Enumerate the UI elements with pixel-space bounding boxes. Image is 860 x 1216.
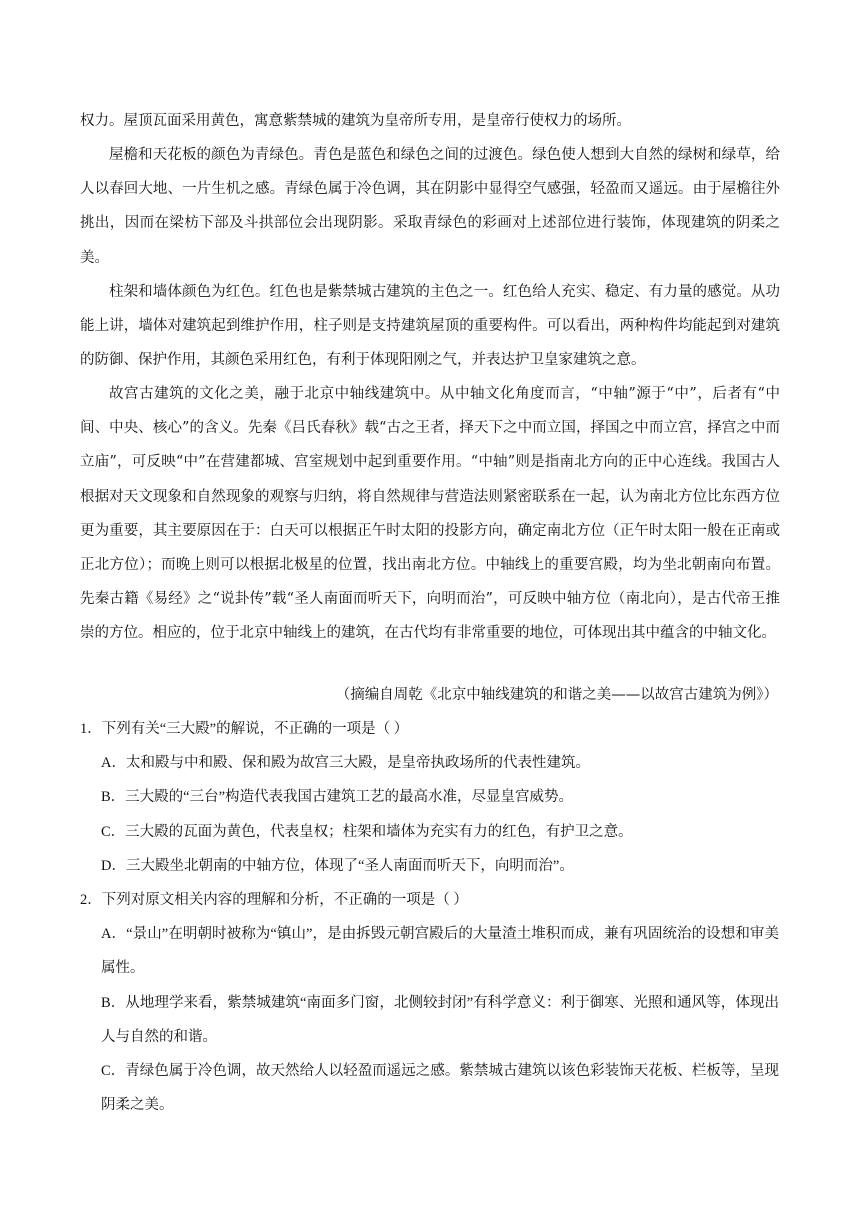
passage-paragraph-4: 故宫古建筑的文化之美，融于北京中轴线建筑中。从中轴文化角度而言，“中轴”源于“中”，后者有“中间、中央、核心”的含义。先秦《吕氏春秋》载“古之王者，择天下之中而立国，择国之中而立宫，择宫之中而立庙”，可反映“中”在营建都城、宫室规划中起到重要作用。“中轴”则是指南北方向的正中心连线。我国古人根据对天文现象和自然现象的观察与归纳，将自然规律与营造法则紧密联系在一起，认为南北方位比东西方位更为重要，其主要原因在于：白天可以根据正午时太阳的投影方向，确定南北方位（正午时太阳一般在正南或正北方位）；而晚上则可以根据北极星的位置，找出南北方位。中轴线上的重要宫殿，均为坐北朝南向布置。先秦古籍《易经》之“说卦传”载“圣人南面而听天下，向明而治”，可反映中轴方位（南北向），是古代帝王推崇的方位。相应的，位于北京中轴线上的建筑，在古代均有非常重要的地位，可体现出其中蕴含的中轴文化。 (80, 386, 780, 642)
question-1-option-b: B．三大殿的“三台”构造代表我国古建筑工艺的最高水准，尽显皇宫威势。 (101, 789, 574, 805)
passage-paragraph-2: 屋檐和天花板的颜色为青绿色。青色是蓝色和绿色之间的过渡色。绿色使人想到大自然的绿树和绿草，给人以春回大地、一片生机之感。青绿色属于冷色调，其在阴影中显得空气感强，轻盈而又遥远。由于屋檐往外挑出，因而在梁枋下部及斗拱部位会出现阴影。采取青绿色的彩画对上述部位进行装饰，体现建筑的阴柔之美。 (80, 147, 780, 266)
question-2-option-a: A．“景山”在明朝时被称为“镇山”，是由拆毁元朝宫殿后的大量渣土堆积而成，兼有巩固统治的设想和审美属性。 (101, 926, 779, 977)
passage-paragraph-3: 柱架和墙体颜色为红色。红色也是紫禁城古建筑的主色之一。红色给人充实、稳定、有力量的感觉。从功能上讲，墙体对建筑起到维护作用，柱子则是支持建筑屋顶的重要构件。可以看出，两种构件均能起到对建筑的防御、保护作用，其颜色采用红色，有利于体现阳刚之气，并表达护卫皇家建筑之意。 (80, 284, 780, 369)
passage-paragraph-1: 权力。屋顶瓦面采用黄色，寓意紫禁城的建筑为皇帝所专用，是皇帝行使权力的场所。 (80, 113, 631, 129)
passage-source: （摘编自周乾《北京中轴线建筑的和谐之美——以故宫古建筑为例》） (335, 687, 778, 703)
question-1-option-d: D．三大殿坐北朝南的中轴方位，体现了“圣人南面而听天下，向明而治”。 (101, 858, 574, 874)
question-2-option-b: B．从地理学来看，紫禁城建筑“南面多门窗，北侧较封闭”有科学意义：利于御寒、光照和通风等，体现出人与自然的和谐。 (101, 995, 779, 1046)
question-2-option-c: C．青绿色属于冷色调，故天然给人以轻盈而遥远之感。紫禁城古建筑以该色彩装饰天花板、栏板等，呈现阴柔之美。 (101, 1063, 779, 1114)
question-1-stem: 1．下列有关“三大殿”的解说，不正确的一项是（ ） (80, 721, 409, 737)
question-2-stem: 2．下列对原文相关内容的理解和分析，不正确的一项是（ ） (80, 892, 468, 908)
question-1-option-a: A．太和殿与中和殿、保和殿为故宫三大殿，是皇帝执政场所的代表性建筑。 (101, 755, 590, 771)
question-1-option-c: C．三大殿的瓦面为黄色，代表皇权；柱架和墙体为充实有力的红色，有护卫之意。 (101, 824, 633, 840)
